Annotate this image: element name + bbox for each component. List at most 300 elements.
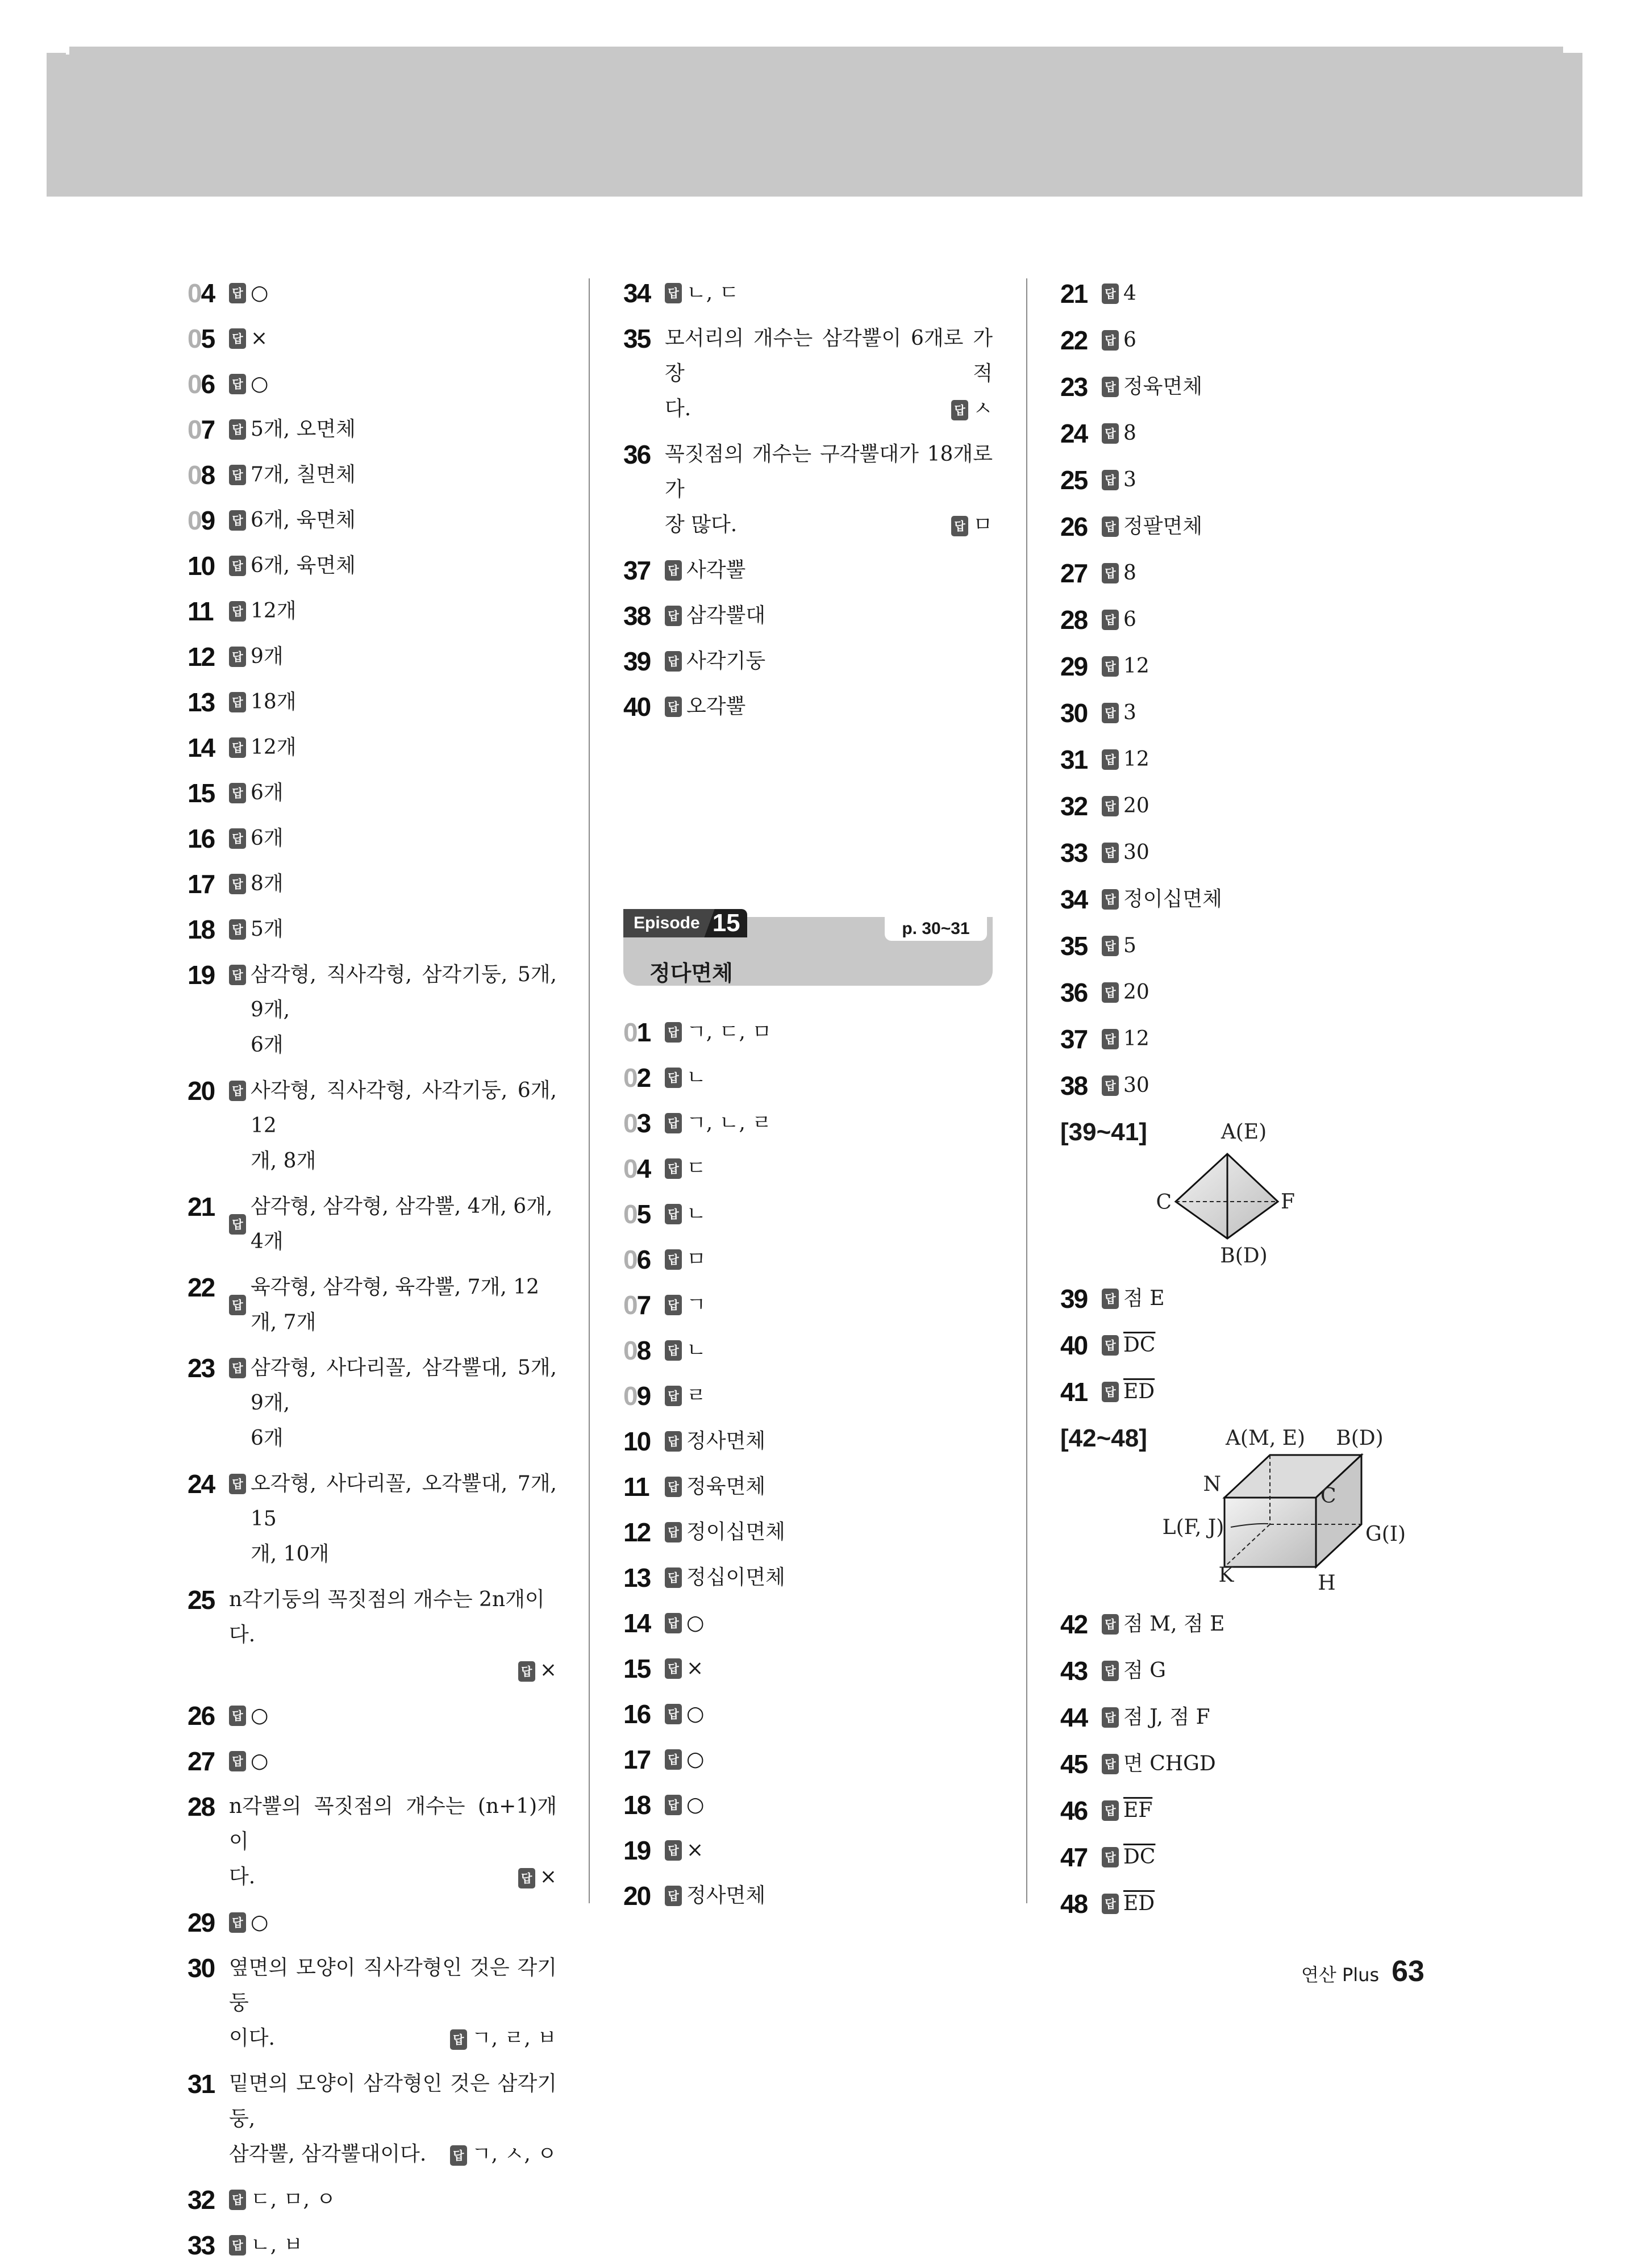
answer-text: ㄴ, ㄷ xyxy=(686,281,739,305)
answer-line xyxy=(229,503,557,538)
answer-line xyxy=(665,553,993,588)
answer-badge-icon: 답 xyxy=(1102,1800,1119,1821)
answer-line: 오각형, 사다리꼴, 오각뿔대, 7개, 15 xyxy=(251,1472,557,1531)
answer-line xyxy=(229,1189,557,1260)
answer-item xyxy=(1060,270,1458,317)
item-body xyxy=(665,1787,993,1823)
answer-wrap xyxy=(229,1466,557,1572)
item-body xyxy=(665,1106,993,1141)
answer-line xyxy=(1102,742,1458,777)
answer-text: 9개 xyxy=(251,645,284,668)
answer-line xyxy=(229,548,557,583)
answer-item xyxy=(623,548,993,593)
answer-line xyxy=(1102,882,1458,917)
answer-text: ○ xyxy=(251,1704,269,1727)
answer-badge-icon: 답 xyxy=(1102,1289,1119,1309)
answer-badge-icon: 답 xyxy=(229,510,246,531)
answer-badge-icon: 답 xyxy=(229,1706,246,1726)
answer-line xyxy=(229,685,557,720)
answer-text: 12개 xyxy=(251,736,297,759)
answer-badge-icon: 답 xyxy=(229,283,246,303)
item-body xyxy=(229,1744,557,1779)
answer-line xyxy=(1102,1746,1458,1782)
item-number: 23 xyxy=(188,1353,215,1383)
item-body xyxy=(665,1651,993,1686)
answer-text: $\overline{ED}$ xyxy=(1123,1380,1155,1403)
answer-badge-icon: 답 xyxy=(665,1840,682,1861)
answer-text: 정육면체 xyxy=(686,1475,766,1498)
item-number-digit: 6 xyxy=(201,369,215,399)
item-number-digit: 3 xyxy=(636,1108,651,1138)
answer-text: ㄷ xyxy=(686,1157,706,1180)
answer-badge-icon: 답 xyxy=(665,1158,682,1179)
answer-item xyxy=(623,1646,993,1691)
answer-text: ㄱ, ㄷ, ㅁ xyxy=(686,1020,772,1044)
item-body xyxy=(229,321,557,356)
answer-text: ○ xyxy=(251,372,269,395)
item-number: 17 xyxy=(623,1745,651,1774)
answer-column-2-top xyxy=(623,270,993,729)
answer-badge-icon: 답 xyxy=(1102,656,1119,677)
answer-item xyxy=(188,2061,557,2177)
answer-item xyxy=(1060,1881,1458,1927)
item-number xyxy=(623,1015,665,1050)
answer-line: 사각형, 직사각형, 사각기둥, 6개, 12 xyxy=(251,1079,557,1137)
item-number: 10 xyxy=(623,1427,651,1456)
answer-line xyxy=(665,1515,993,1550)
answer-text: 삼각형, 삼각형, 삼각뿔, 4개, 6개, 4개 xyxy=(251,1195,553,1253)
answer-badge-icon: 답 xyxy=(229,828,246,849)
item-number xyxy=(188,503,229,538)
answer-badge-icon: 답 xyxy=(1102,843,1119,863)
answer xyxy=(450,2021,557,2056)
item-body xyxy=(665,598,993,633)
answer-item xyxy=(623,684,993,729)
item-number-digit: 9 xyxy=(636,1381,651,1411)
answer-badge-icon: 답 xyxy=(229,465,246,485)
answer-line xyxy=(665,1378,993,1414)
item-number: 23 xyxy=(1060,372,1088,402)
answer-badge-icon: 답 xyxy=(665,560,682,581)
answer-text: 정사면체 xyxy=(686,1884,766,1907)
item-body xyxy=(665,1060,993,1095)
page-footer xyxy=(1301,1954,1424,1988)
item-body xyxy=(1102,928,1458,964)
item-body xyxy=(1102,276,1458,311)
answer-text: 오각뿔 xyxy=(686,695,746,718)
answer-line xyxy=(665,1696,993,1732)
episode-pages: p. 30~31 xyxy=(885,917,987,941)
answer-text: 정팔면체 xyxy=(1123,515,1203,538)
item-number: 25 xyxy=(1060,465,1088,495)
item-number-leading-zero: 0 xyxy=(623,1108,637,1138)
item-body xyxy=(665,1469,993,1504)
figure-group xyxy=(1060,1415,1458,1601)
answer-text: ㄹ xyxy=(686,1384,706,1407)
item-number: 15 xyxy=(623,1654,651,1683)
item-number: 48 xyxy=(1060,1889,1088,1919)
answer-item xyxy=(623,1328,993,1373)
item-body xyxy=(229,1189,557,1260)
answer-line xyxy=(665,598,993,633)
item-number-leading-zero: 0 xyxy=(623,1018,637,1047)
item-number-digit: 5 xyxy=(636,1199,651,1229)
item-body xyxy=(1102,1328,1458,1363)
answer-text: 30 xyxy=(1123,841,1149,864)
item-number: 36 xyxy=(1060,978,1088,1007)
answer-line: 개, 10개 xyxy=(251,1542,330,1566)
answer-badge-icon: 답 xyxy=(1102,1754,1119,1774)
item-number-leading-zero: 0 xyxy=(623,1290,637,1320)
answer-badge-icon: 답 xyxy=(1102,284,1119,304)
item-body xyxy=(1102,1746,1458,1782)
answer-badge-icon: 답 xyxy=(665,1204,682,1224)
answer-text: ○ xyxy=(686,1748,705,1771)
item-number: 26 xyxy=(1060,512,1088,541)
item-number: 18 xyxy=(188,915,215,944)
item-body xyxy=(1102,323,1458,358)
figure-group xyxy=(1060,1109,1458,1275)
question-line: 모서리의 개수는 삼각뿔이 6개로 가장 적 xyxy=(665,327,993,385)
answer-item xyxy=(623,1600,993,1646)
answer-line xyxy=(665,644,993,679)
answer-line xyxy=(665,1560,993,1595)
answer-badge-icon: 답 xyxy=(229,419,246,440)
answer-badge-icon: 답 xyxy=(1102,516,1119,537)
answer-item xyxy=(1060,1787,1458,1834)
item-number-leading-zero: 0 xyxy=(623,1063,637,1093)
answer-text: 3 xyxy=(1123,468,1136,491)
answer-item xyxy=(1060,783,1458,829)
answer-text: 점 E xyxy=(1123,1287,1165,1310)
answer-text: ○ xyxy=(251,1911,269,1934)
question-text: 다. xyxy=(229,1865,256,1888)
item-number: 38 xyxy=(1060,1071,1088,1100)
cube-figure xyxy=(1060,1415,1458,1601)
item-number: 30 xyxy=(1060,698,1088,728)
answer-badge-icon: 답 xyxy=(229,2190,246,2210)
answer-text: 30 xyxy=(1123,1074,1149,1097)
answer-badge-icon: 답 xyxy=(1102,1847,1119,1867)
item-body xyxy=(1102,789,1458,824)
item-body xyxy=(1102,1886,1458,1921)
answer-item xyxy=(623,593,993,639)
answer-line xyxy=(1102,1607,1458,1642)
answer-line xyxy=(229,457,557,493)
answer-column-1 xyxy=(188,270,557,2268)
item-number: 38 xyxy=(623,601,651,631)
vertex-label: L(F, J) xyxy=(1162,1516,1224,1539)
item-number: 12 xyxy=(188,642,215,672)
item-number: 22 xyxy=(188,1273,215,1302)
answer-badge-icon: 답 xyxy=(229,601,246,622)
answer-line xyxy=(229,776,557,811)
item-number xyxy=(623,1060,665,1095)
answer-text: ○ xyxy=(251,1749,269,1773)
answer-badge-icon: 답 xyxy=(1102,796,1119,816)
answer-badge-icon: 답 xyxy=(665,1795,682,1815)
answer-item xyxy=(623,1828,993,1873)
answer-item xyxy=(188,1461,557,1577)
answer-item xyxy=(188,679,557,725)
item-number: 21 xyxy=(188,1192,215,1221)
answer-badge-icon: 답 xyxy=(450,2029,467,2050)
answer-text: ㅅ xyxy=(973,397,993,420)
answer-badge-icon: 답 xyxy=(1102,470,1119,490)
item-number xyxy=(188,412,229,447)
answer-text: 사각기둥 xyxy=(686,649,766,673)
question-line: n각뿔의 꼭짓점의 개수는 (n+1)개이 xyxy=(229,1795,557,1853)
answer-line xyxy=(1102,556,1458,591)
vertex-label: C xyxy=(1321,1485,1336,1508)
answer-lines xyxy=(251,1073,557,1179)
answer-item xyxy=(188,907,557,952)
answer-item xyxy=(188,1184,557,1265)
answer-text: $\overline{EF}$ xyxy=(1123,1799,1153,1822)
item-number: 44 xyxy=(1060,1703,1088,1732)
item-body xyxy=(665,1696,993,1732)
answer-text: 6개, 육면체 xyxy=(251,508,356,532)
item-number: 31 xyxy=(188,2069,215,2099)
answer-badge-icon: 답 xyxy=(665,1886,682,1906)
answer-wrap xyxy=(229,1073,557,1179)
question-line-with-answer xyxy=(229,1582,557,1653)
item-body xyxy=(665,1333,993,1368)
answer-wrap xyxy=(229,957,557,1063)
vertex-label: G(I) xyxy=(1365,1523,1406,1546)
answer-badge-icon: 답 xyxy=(665,1431,682,1452)
answer-item xyxy=(1060,829,1458,876)
answer-item xyxy=(1060,364,1458,410)
item-number: 39 xyxy=(1060,1284,1088,1314)
answer-item xyxy=(188,2223,557,2268)
answer-item xyxy=(188,1345,557,1461)
item-number: 34 xyxy=(1060,885,1088,914)
answer-text: 사각뿔 xyxy=(686,558,746,582)
item-number-leading-zero: 0 xyxy=(188,506,201,535)
answer-line xyxy=(665,1196,993,1232)
answer-text: 정이십면체 xyxy=(686,1520,785,1544)
answer-item xyxy=(623,1419,993,1464)
item-number: 21 xyxy=(1060,279,1088,308)
item-body xyxy=(229,912,557,947)
item-number: 40 xyxy=(1060,1331,1088,1360)
answer-badge-icon: 답 xyxy=(1102,982,1119,1003)
answer-badge-icon: 답 xyxy=(1102,1707,1119,1728)
answer-badge-icon: 답 xyxy=(229,1912,246,1933)
answer-item xyxy=(188,952,557,1068)
answer-text: × xyxy=(251,327,268,350)
answer-badge-icon: 답 xyxy=(229,556,246,576)
answer-item xyxy=(188,816,557,861)
answer-item xyxy=(623,1873,993,1919)
item-number xyxy=(188,457,229,493)
answer-item xyxy=(1060,1694,1458,1741)
question-line: 밑면의 모양이 삼각형인 것은 삼각기둥, xyxy=(229,2072,557,2131)
item-body xyxy=(665,1151,993,1186)
question-line: 꼭짓점의 개수는 구각뿔대가 18개로 가 xyxy=(665,443,993,501)
answer-item xyxy=(623,1191,993,1237)
item-number: 33 xyxy=(188,2231,215,2260)
answer-item xyxy=(188,1945,557,2061)
answer-badge-icon: 답 xyxy=(665,1022,682,1043)
answer-item xyxy=(1060,736,1458,783)
answer-line xyxy=(1102,323,1458,358)
item-body xyxy=(1102,556,1458,591)
item-number: 20 xyxy=(188,1076,215,1106)
answer-text: $\overline{DC}$ xyxy=(1123,1845,1156,1869)
answer-item xyxy=(188,1738,557,1784)
answer-line xyxy=(1102,1022,1458,1057)
answer-column-3 xyxy=(1060,270,1458,1927)
item-number xyxy=(623,1106,665,1141)
column-divider xyxy=(589,278,590,1903)
item-body xyxy=(1102,369,1458,405)
answer-item xyxy=(1060,1369,1458,1415)
question-text: n각기둥의 꼭짓점의 개수는 2n개이다. xyxy=(229,1588,545,1646)
item-number: 46 xyxy=(1060,1796,1088,1825)
item-number: 45 xyxy=(1060,1749,1088,1779)
item-number-digit: 7 xyxy=(636,1290,651,1320)
answer-badge-icon: 답 xyxy=(1102,377,1119,397)
answer-line xyxy=(229,821,557,856)
item-number: 35 xyxy=(623,324,651,353)
answer-badge-icon: 답 xyxy=(951,516,968,536)
item-number: 24 xyxy=(188,1469,215,1499)
item-number: 27 xyxy=(1060,558,1088,588)
answer-item xyxy=(1060,503,1458,550)
answer-line xyxy=(1102,1793,1458,1828)
answer-text: 정사면체 xyxy=(686,1429,766,1453)
item-number-digit: 8 xyxy=(636,1336,651,1365)
item-body xyxy=(229,639,557,674)
answer-badge-icon: 답 xyxy=(1102,703,1119,723)
answer-badge-icon: 답 xyxy=(1102,889,1119,910)
answer-text: 3 xyxy=(1123,701,1136,724)
answer-badge-icon: 답 xyxy=(1102,1335,1119,1356)
question-line-with-answer xyxy=(229,2021,557,2056)
figure-range-label: [42~48] xyxy=(1060,1424,1147,1452)
crop-mark xyxy=(66,47,69,55)
item-number: 40 xyxy=(623,692,651,722)
answer-line xyxy=(229,1744,557,1779)
item-number-leading-zero: 0 xyxy=(623,1245,637,1274)
answer-badge-icon: 답 xyxy=(665,1522,682,1542)
question-line-with-answer xyxy=(229,2137,557,2172)
answer-item xyxy=(623,1373,993,1419)
answer-item xyxy=(1060,597,1458,643)
answer-line xyxy=(229,2182,557,2217)
answer-text: 12 xyxy=(1123,748,1149,771)
answer-text: 20 xyxy=(1123,981,1149,1004)
answer-item xyxy=(1060,550,1458,597)
answer-item xyxy=(1060,969,1458,1016)
item-body xyxy=(1102,1840,1458,1875)
header-banner xyxy=(47,47,1582,197)
item-number: 15 xyxy=(188,778,215,808)
answer-line xyxy=(665,276,993,311)
item-body xyxy=(229,412,557,447)
answer-badge-icon: 답 xyxy=(665,1386,682,1406)
answer-badge-icon: 답 xyxy=(229,2235,246,2256)
answer-line xyxy=(229,594,557,629)
item-body xyxy=(229,1073,557,1179)
item-body xyxy=(665,644,993,679)
answer-line xyxy=(1102,509,1458,544)
answer-text: × xyxy=(686,1838,704,1862)
answer-line xyxy=(229,730,557,765)
item-number-leading-zero: 0 xyxy=(623,1381,637,1411)
episode-header xyxy=(623,909,993,986)
item-body xyxy=(665,1378,993,1414)
answer-badge-icon: 답 xyxy=(665,1249,682,1270)
item-body xyxy=(1102,602,1458,637)
answer-text: $\overline{DC}$ xyxy=(1123,1333,1156,1357)
item-number: 42 xyxy=(1060,1610,1088,1639)
item-number: 31 xyxy=(1060,745,1088,774)
item-number: 36 xyxy=(623,440,651,469)
answer-item xyxy=(1060,1016,1458,1062)
answer-item xyxy=(1060,1062,1458,1109)
item-body xyxy=(665,1424,993,1459)
answer-item xyxy=(1060,1275,1458,1322)
item-number-digit: 1 xyxy=(636,1018,651,1047)
item-body xyxy=(229,1905,557,1940)
item-number-leading-zero: 0 xyxy=(188,324,201,353)
answer-badge-icon: 답 xyxy=(1102,1029,1119,1049)
item-number-leading-zero: 0 xyxy=(623,1154,637,1183)
question-line-with-answer xyxy=(229,1860,557,1895)
answer-item xyxy=(1060,457,1458,503)
answer-item xyxy=(188,1265,557,1345)
item-body xyxy=(229,1350,557,1456)
item-body xyxy=(1102,1374,1458,1410)
answer-item xyxy=(188,1784,557,1900)
item-body xyxy=(229,1789,557,1895)
answer-line xyxy=(1102,1700,1458,1735)
answer-badge-icon: 답 xyxy=(665,283,682,303)
question-line-with-answer xyxy=(665,391,993,427)
answer-line xyxy=(1102,1281,1458,1316)
answer-text: 12 xyxy=(1123,654,1149,678)
item-number: 14 xyxy=(188,733,215,762)
episode-number: 15 xyxy=(712,909,740,937)
answer-line: 삼각형, 사다리꼴, 삼각뿔대, 5개, 9개, xyxy=(251,1356,557,1415)
answer-item xyxy=(1060,1601,1458,1648)
answer-text: 18개 xyxy=(251,690,297,714)
answer-line xyxy=(229,276,557,311)
item-number: 12 xyxy=(623,1517,651,1547)
item-body xyxy=(665,1560,993,1595)
answer-item xyxy=(623,270,993,316)
answer-badge-icon: 답 xyxy=(229,1751,246,1771)
item-number: 26 xyxy=(188,1701,215,1731)
answer-text: 8개 xyxy=(251,872,284,895)
answer-item xyxy=(188,316,557,361)
answer-line xyxy=(665,1606,993,1641)
answer-line: 6개 xyxy=(251,1033,284,1057)
item-number: 34 xyxy=(623,278,651,308)
answer-item xyxy=(1060,410,1458,457)
item-number-digit: 5 xyxy=(201,324,215,353)
item-body xyxy=(229,685,557,720)
episode-tab xyxy=(623,909,747,937)
item-number: 19 xyxy=(623,1836,651,1865)
answer-line xyxy=(665,1787,993,1823)
answer-text: 육각형, 삼각형, 육각뿔, 7개, 12개, 7개 xyxy=(251,1275,540,1334)
item-number-leading-zero: 0 xyxy=(188,415,201,444)
answer-badge-icon: 답 xyxy=(229,965,246,985)
